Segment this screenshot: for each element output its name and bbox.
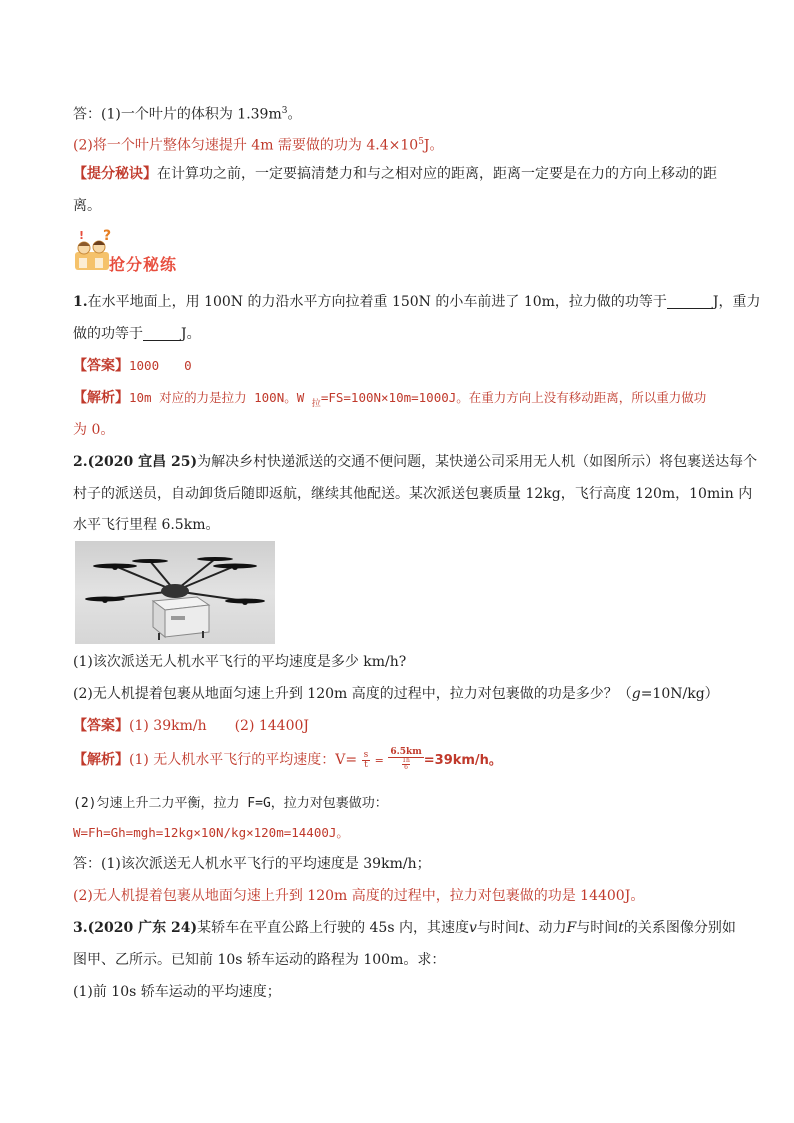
q2-analysis-2: (2)匀速上升二力平衡，拉力 F=G，拉力对包裹做功：	[73, 796, 388, 811]
answer-text: (1)一个叶片的体积为 1.39m	[101, 106, 282, 123]
result-value: =39km/h。	[423, 753, 502, 768]
q2-line-3: 水平飞行里程 6.5km。	[73, 517, 220, 533]
q2-answer	[73, 716, 723, 736]
answer-value: (1) 39km/h (2) 14400J	[129, 718, 310, 734]
q2-formula: W=Fh=Gh=mgh=12kg×10N/kg×120m=14400J。	[73, 825, 349, 840]
tip-line-2: 离。	[73, 198, 101, 214]
drone-photo	[75, 541, 275, 644]
q3-sub-1: (1)前 10s 轿车运动的平均速度；	[73, 984, 281, 1000]
blank-field[interactable]	[667, 294, 713, 309]
prev-answer-1: 答：(1)一个叶片的体积为 $1.39m^3$。	[73, 106, 302, 123]
q1-analysis-1: 【解析】10m 对应的力是拉力 100N。W $_拉$=FS=100N×10m=1000J。在重力方向上没有移动距离，所以重力做功	[73, 390, 707, 409]
analysis-label: 【解析】	[73, 390, 129, 406]
question-source: (2020 宜昌 25)	[87, 454, 198, 470]
svg-text:?: ?	[103, 228, 112, 244]
q1-answer	[73, 356, 723, 376]
answer-value: 1000 0	[129, 358, 192, 373]
q1-analysis-2: 为 0。	[73, 422, 115, 438]
svg-text:!: !	[79, 229, 85, 242]
prev-answer-2: (2)将一个叶片整体匀速提升 4m 需要做的功为 $4.4\times 10^5J$。	[73, 137, 444, 154]
question-source: (2020 广东 24)	[87, 920, 198, 936]
answer-label: 【答案】	[73, 358, 129, 374]
q3-line-2: 图甲、乙所示。已知前 10s 轿车运动的路程为 100m。求：	[73, 952, 446, 968]
blank-field[interactable]	[143, 326, 181, 341]
answer-label: 答：	[73, 106, 101, 123]
fraction-value: $\frac{6.5km}{\frac{1h}{6}}$	[390, 747, 422, 771]
answer-label: 【答案】	[73, 718, 129, 734]
q2-conclusion-2: (2)无人机提着包裹从地面匀速上升到 120m 高度的过程中，拉力对包裹做的功是 14400J。	[73, 888, 645, 904]
drone-with-package-image	[75, 541, 275, 644]
fraction-s-over-t: $\frac{s}{t}$	[363, 749, 369, 770]
tip-label: 【提分秘诀】	[73, 166, 157, 182]
q2-sub-2: (2)无人机提着包裹从地面匀速上升到 120m 高度的过程中，拉力对包裹做的功是多少？（g=10N/kg）	[73, 686, 719, 702]
q2-line-1: 2.(2020 宜昌 25)为解决乡村快递派送的交通不便问题，某快递公司采用无人机（如图所示）将包裹送达每个	[73, 454, 758, 470]
tip-line-1: 【提分秘诀】在计算功之前，一定要搞清楚力和与之相对应的距离，距离一定要是在力的方向上移动的距	[73, 166, 717, 182]
analysis-label: 【解析】	[73, 752, 129, 768]
q3-line-1: 3.(2020 广东 24)某轿车在平直公路上行驶的 45s 内，其速度v与时间t、动力F与时间t的关系图像分别如	[73, 920, 736, 936]
q2-line-2: 村子的派送员，自动卸货后随即返航，继续其他配送。某次派送包裹质量 12kg，飞行高度 120m，10min 内	[73, 486, 753, 502]
q1-line-2: 做的功等于 J。	[73, 326, 201, 342]
q2-sub-1: (1)该次派送无人机水平飞行的平均速度是多少 km/h?	[73, 654, 407, 670]
q1-line-1: 1.在水平地面上，用 100N 的力沿水平方向拉着重 150N 的小车前进了 10m，拉力做的功等于 J，重力	[73, 294, 761, 310]
section-header	[73, 228, 273, 274]
q2-conclusion-1: 答：(1)该次派送无人机水平飞行的平均速度是 39km/h；	[73, 856, 431, 872]
q2-analysis-1: 【解析】(1) 无人机水平飞行的平均速度：V= $\frac{s}{t}$ = $\frac{6.5km}{\frac{1h}{6}}$ =39km/h。	[73, 747, 502, 771]
section-title: 抢分秘练	[109, 255, 178, 274]
